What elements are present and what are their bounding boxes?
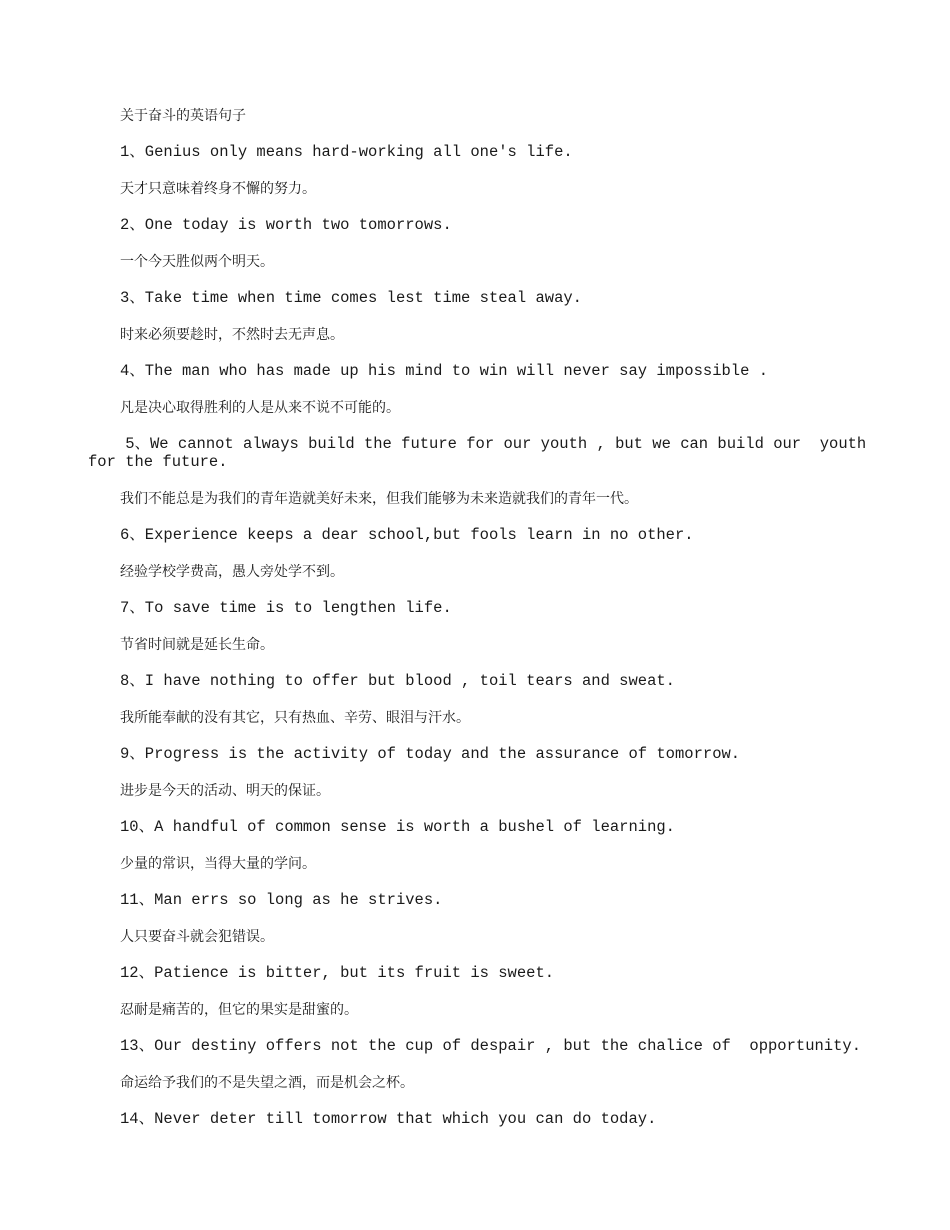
quote-chinese-10: 少量的常识，当得大量的学问。 [120,856,316,872]
quote-chinese-6: 经验学校学费高，愚人旁处学不到。 [120,564,344,580]
quote-chinese-9: 进步是今天的活动、明天的保证。 [120,783,330,799]
quote-english-9: 9、Progress is the activity of today and the assurance of tomorrow. [120,745,741,763]
quote-english-14: 14、Never deter till tomorrow that which you can do today. [120,1110,657,1128]
quote-english-6: 6、Experience keeps a dear school,but fools learn in no other. [120,526,694,544]
quote-chinese-11: 人只要奋斗就会犯错误。 [120,929,274,945]
quote-chinese-7: 节省时间就是延长生命。 [120,637,274,653]
quote-chinese-12: 忍耐是痛苦的，但它的果实是甜蜜的。 [120,1002,358,1018]
quote-english-12: 12、Patience is bitter, but its fruit is sweet. [120,964,555,982]
quote-english-7: 7、To save time is to lengthen life. [120,599,452,617]
quote-english-5-line2: for the future. [88,453,228,471]
quote-english-10: 10、A handful of common sense is worth a bushel of learning. [120,818,675,836]
quote-english-13: 13、Our destiny offers not the cup of despair , but the chalice of opportunity. [120,1037,862,1055]
quote-chinese-4: 凡是决心取得胜利的人是从来不说不可能的。 [120,400,400,416]
quote-chinese-1: 天才只意味着终身不懈的努力。 [120,181,316,197]
quote-chinese-5: 我们不能总是为我们的青年造就美好未来，但我们能够为未来造就我们的青年一代。 [120,491,638,507]
quote-english-5-line1: 5、We cannot always build the future for our youth , but we can build our youth [88,435,867,453]
quote-chinese-3: 时来必须要趁时，不然时去无声息。 [120,327,344,343]
quote-chinese-8: 我所能奉献的没有其它，只有热血、辛劳、眼泪与汗水。 [120,710,470,726]
quote-english-11: 11、Man errs so long as he strives. [120,891,443,909]
document-title: 关于奋斗的英语句子 [120,108,246,124]
quote-english-8: 8、I have nothing to offer but blood , toil tears and sweat. [120,672,675,690]
quote-chinese-13: 命运给予我们的不是失望之酒，而是机会之杯。 [120,1075,414,1091]
quote-english-4: 4、The man who has made up his mind to win will never say impossible . [120,362,769,380]
quote-english-3: 3、Take time when time comes lest time steal away. [120,289,582,307]
quote-english-1: 1、Genius only means hard-working all one's life. [120,143,573,161]
quote-english-2: 2、One today is worth two tomorrows. [120,216,452,234]
quote-chinese-2: 一个今天胜似两个明天。 [120,254,274,270]
